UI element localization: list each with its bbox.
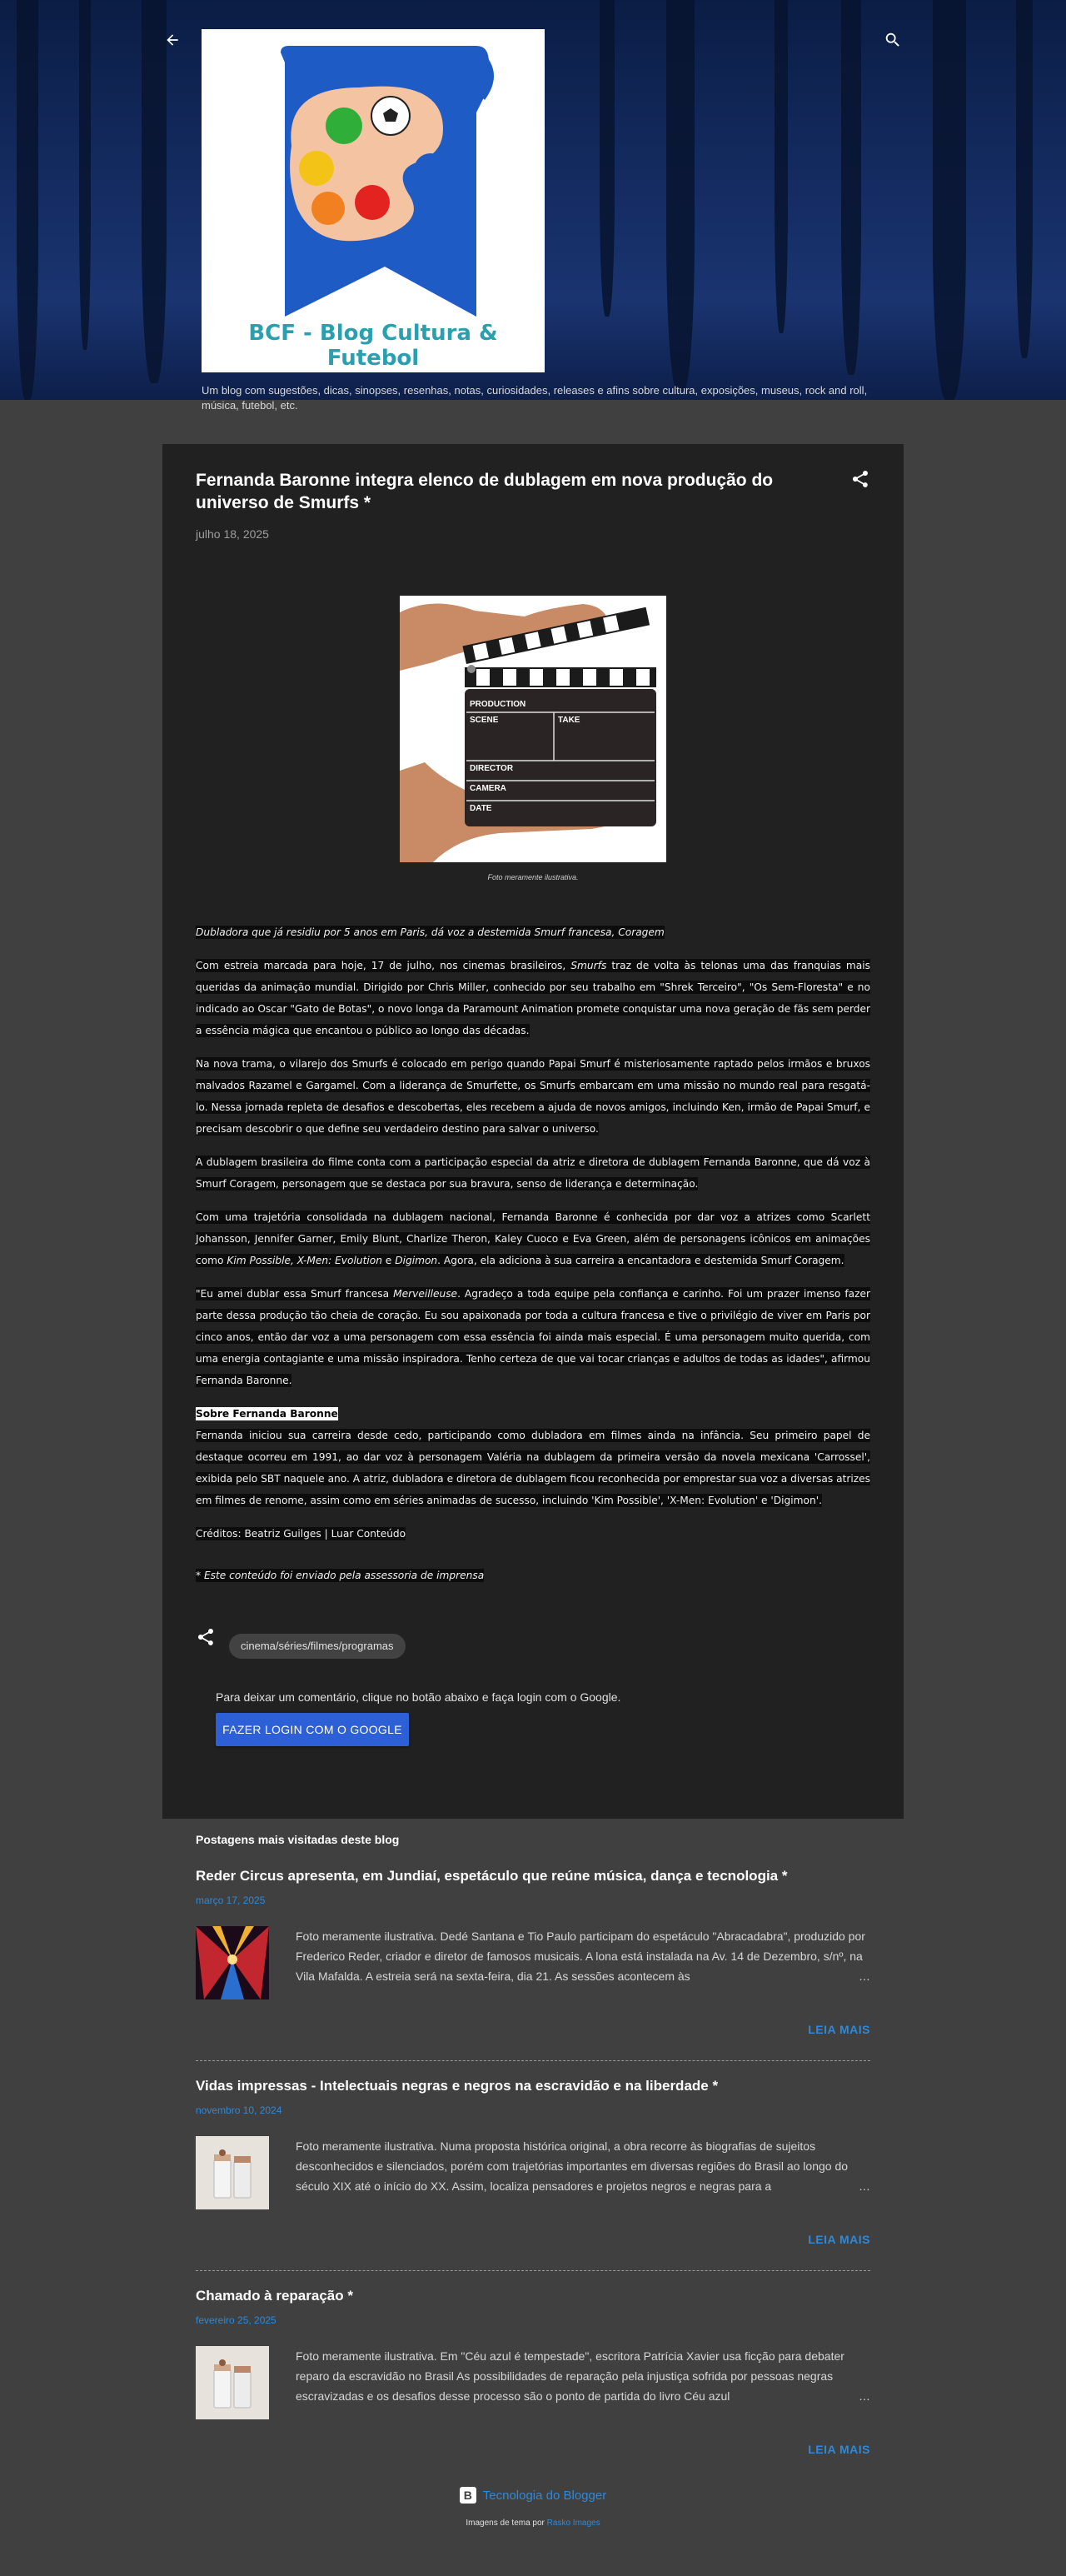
- arrow-left-icon[interactable]: [159, 27, 186, 53]
- google-login-button[interactable]: FAZER LOGIN COM O GOOGLE: [216, 1713, 409, 1746]
- share-icon[interactable]: [850, 469, 872, 491]
- tree-silhouette: [142, 0, 167, 383]
- post-footnote: [196, 1565, 870, 1586]
- blog-tagline: Um blog com sugestões, dicas, sinopses, resenhas, notas, curiosidades, releases e afins sobre cultura, exposições, museus, rock and roll, música, futebol, etc.: [202, 384, 868, 412]
- clapper-take: TAKE: [558, 716, 580, 725]
- about-heading-text: Sobre Fernanda Baronne: [196, 1408, 338, 1420]
- emphasis-text: Digimon: [395, 1255, 438, 1266]
- popular-post-item: [196, 2286, 870, 2481]
- popular-post-snippet: Foto meramente ilustrativa. Em "Céu azul é tempestade", escritora Patrícia Xavier usa ficção para debater reparo da escravidão no Brasil As possibilidades de reparação pela injustiça sofrida por pessoas negras escravizadas e os desafios desse processo são o ponto de partida do livro Céu azul …: [296, 2346, 870, 2406]
- tree-silhouette: [17, 0, 38, 400]
- logo-text: BCF - Blog Cultura & Futebol: [248, 321, 498, 371]
- blog-header: [0, 0, 1066, 412]
- tree-silhouette: [79, 0, 91, 350]
- about-heading: [196, 1403, 870, 1425]
- theme-credit-prefix: Imagens de tema por: [466, 2519, 545, 2528]
- popular-post-date: fevereiro 25, 2025: [196, 2314, 276, 2326]
- clapper-director: DIRECTOR: [470, 764, 514, 773]
- blog-footer: [0, 2487, 1066, 2528]
- popular-post-date: novembro 10, 2024: [196, 2104, 282, 2116]
- popular-post-title[interactable]: Chamado à reparação *: [196, 2288, 353, 2304]
- theme-credit: [0, 2519, 1066, 2528]
- emphasis-text: Merveilleuse: [393, 1288, 458, 1300]
- popular-post-thumbnail[interactable]: [196, 2136, 269, 2209]
- popular-post-item: [196, 2076, 870, 2271]
- tree-silhouette: [1016, 0, 1033, 358]
- popular-post-title[interactable]: Vidas impressas - Intelectuais negras e negros na escravidão e na liberdade *: [196, 2078, 719, 2094]
- paragraph-text: "Eu amei dublar essa Smurf francesa: [196, 1288, 394, 1300]
- paragraph-text: traz de volta às telonas uma das franquias mais queridas da animação mundial. Dirigido por Chris Miller, conhecido por seu trabalho em "Shrek Terceiro", "Os Sem-Floresta" e no indicado ao Oscar "Gato de Botas", o novo longa da Paramount Animation promete conquistar uma nova geração de fãs sem perder a essência mágica que encantou o público ao longo das décadas.: [196, 960, 870, 1036]
- post-paragraph: [196, 1151, 870, 1195]
- post-label-chip[interactable]: cinema/séries/filmes/programas: [229, 1634, 406, 1659]
- lead-text: Dubladora que já residiu por 5 anos em Paris, dá voz a destemida Smurf francesa, Coragem: [196, 926, 665, 938]
- popular-post-snippet: Foto meramente ilustrativa. Numa proposta histórica original, a obra recorre às biografias de sujeitos desconhecidos e silenciados, porém com trajetórias importantes em diversas regiões do Brasil ao longo do século XIX até o início do XX. Assim, localiza pensadores e projetos negros e negras para a …: [296, 2136, 870, 2196]
- paragraph-text: . Agora, ela adiciona à sua carreira a encantadora e destemida Smurf Coragem.: [437, 1255, 844, 1266]
- tree-silhouette: [600, 0, 615, 317]
- post-card: [162, 444, 904, 1819]
- clapper-camera: CAMERA: [470, 784, 506, 793]
- post-lead: [196, 921, 870, 943]
- paragraph-text: Com estreia marcada para hoje, 17 de julho, nos cinemas brasileiros,: [196, 960, 571, 971]
- blogger-icon: B: [460, 2487, 476, 2504]
- tree-silhouette: [933, 0, 966, 400]
- popular-post-snippet: Foto meramente ilustrativa. Dedé Santana e Tio Paulo participam do espetáculo "Abracadabra", produzido por Frederico Reder, criador e diretor de famosos musicais. A lona está instalada na Av. 14 de Dezembro, s/nº, na Vila Mafalda. A estreia será na sexta-feira, dia 21. As sessões acontecem às …: [296, 1926, 870, 1986]
- post-paragraph: [196, 1283, 870, 1391]
- clapper-production: PRODUCTION: [470, 700, 526, 709]
- post-paragraph: [196, 1053, 870, 1140]
- emphasis-text: Kim Possible, X-Men: Evolution: [227, 1255, 382, 1266]
- blog-logo[interactable]: [202, 29, 545, 372]
- paragraph-text: . Agradeço a toda equipe pela confiança e carinho. Foi um prazer imenso fazer parte dessa produção tão cheia de coração. Eu sou apaixonada por toda a cultura francesa e tive o privilégio de viver em Paris por cinco anos, então dar voz a uma personagem com essa essência foi ainda mais especial. É uma personagem muito querida, com uma energia contagiante e uma missão inspiradora. Tenho certeza de que vai tocar crianças e adultos de todas as idades", afirmou Fernanda Baronne.: [196, 1288, 870, 1386]
- paragraph-text: e: [381, 1255, 396, 1266]
- post-title: Fernanda Baronne integra elenco de dublagem em nova produção do universo de Smurfs *: [196, 471, 774, 512]
- popular-post-item: [196, 1866, 870, 2061]
- post-image[interactable]: [400, 596, 666, 862]
- circus-tent-thumbnail: [196, 1926, 269, 1999]
- read-more-link[interactable]: LEIA MAIS: [808, 2443, 870, 2456]
- post-paragraph: [196, 1425, 870, 1511]
- blogger-link-text: Tecnologia do Blogger: [482, 2488, 607, 2503]
- share-icon[interactable]: [196, 1627, 217, 1649]
- theme-author-link[interactable]: Rasko Images: [546, 2519, 600, 2528]
- tree-silhouette: [775, 0, 788, 333]
- books-thumbnail: [196, 2346, 269, 2419]
- post-paragraph: [196, 955, 870, 1041]
- emphasis-text: Smurfs: [570, 960, 607, 971]
- post-paragraph: [196, 1206, 870, 1271]
- paragraph-text: A dublagem brasileira do filme conta com a participação especial da atriz e diretora de dublagem Fernanda Baronne, que dá voz à Smurf Coragem, personagem que se destaca por sua bravura, senso de liderança e determinação.: [196, 1156, 870, 1190]
- popular-post-thumbnail[interactable]: [196, 1926, 269, 1999]
- books-thumbnail: [196, 2136, 269, 2209]
- read-more-link[interactable]: LEIA MAIS: [808, 2023, 870, 2036]
- clapper-scene: SCENE: [470, 716, 499, 725]
- popular-post-date: março 17, 2025: [196, 1895, 266, 1906]
- post-body: [196, 921, 870, 1598]
- image-caption: Foto meramente ilustrativa.: [487, 873, 579, 881]
- footnote-text: * Este conteúdo foi enviado pela assessoria de imprensa: [196, 1570, 485, 1581]
- post-date: julho 18, 2025: [196, 527, 269, 541]
- search-icon[interactable]: [879, 27, 906, 53]
- paragraph-text: Com uma trajetória consolidada na dublagem nacional, Fernanda Baronne é conhecida por dar voz a atrizes como Scarlett Johansson, Jennifer Garner, Emily Blunt, Charlize Theron, Kaley Cuoco e Eva Green, além de personagens icônicos em animações como: [196, 1211, 870, 1266]
- paragraph-text: Na nova trama, o vilarejo dos Smurfs é colocado em perigo quando Papai Smurf é misteriosamente raptado pelos irmãos e bruxos malvados Razamel e Gargamel. Com a liderança de Smurfette, os Smurfs embarcam em uma missão no mundo real para resgatá-lo. Nessa jornada repleta de desafios e descobertas, eles recebem a ajuda de novos amigos, incluindo Ken, irmão de Papai Smurf, e precisam descobrir o que define seu verdadeiro destino para salvar o universo.: [196, 1058, 870, 1135]
- post-credits: [196, 1523, 870, 1545]
- tree-silhouette: [666, 0, 695, 392]
- blogger-link[interactable]: [460, 2487, 606, 2504]
- popular-heading: Postagens mais visitadas deste blog: [196, 1833, 400, 1846]
- clapper-date: DATE: [470, 804, 492, 813]
- paragraph-text: Fernanda iniciou sua carreira desde cedo, participando como dubladora em filmes ainda na infância. Seu primeiro papel de destaque ocorreu em 1991, ao dar voz à personagem Valéria na dublagem da primeira versão da novela mexicana 'Carrossel', exibida pelo SBT naquele ano. A atriz, dubladora e diretora de dublagem ficou reconhecida por emprestar sua voz a diversas atrizes em filmes de renome, assim como em séries animadas de sucesso, incluindo 'Kim Possible', 'X-Men: Evolution' e 'Digimon'.: [196, 1430, 870, 1506]
- clapperboard-image: [400, 596, 666, 862]
- read-more-link[interactable]: LEIA MAIS: [808, 2233, 870, 2246]
- popular-post-thumbnail[interactable]: [196, 2346, 269, 2419]
- popular-post-title[interactable]: Reder Circus apresenta, em Jundiaí, espetáculo que reúne música, dança e tecnologia *: [196, 1868, 788, 1884]
- popular-posts: [196, 1833, 870, 2496]
- tree-silhouette: [841, 0, 861, 375]
- comment-hint: Para deixar um comentário, clique no botão abaixo e faça login com o Google.: [216, 1690, 621, 1704]
- credits-text: Créditos: Beatriz Guilges | Luar Conteúdo: [196, 1528, 406, 1540]
